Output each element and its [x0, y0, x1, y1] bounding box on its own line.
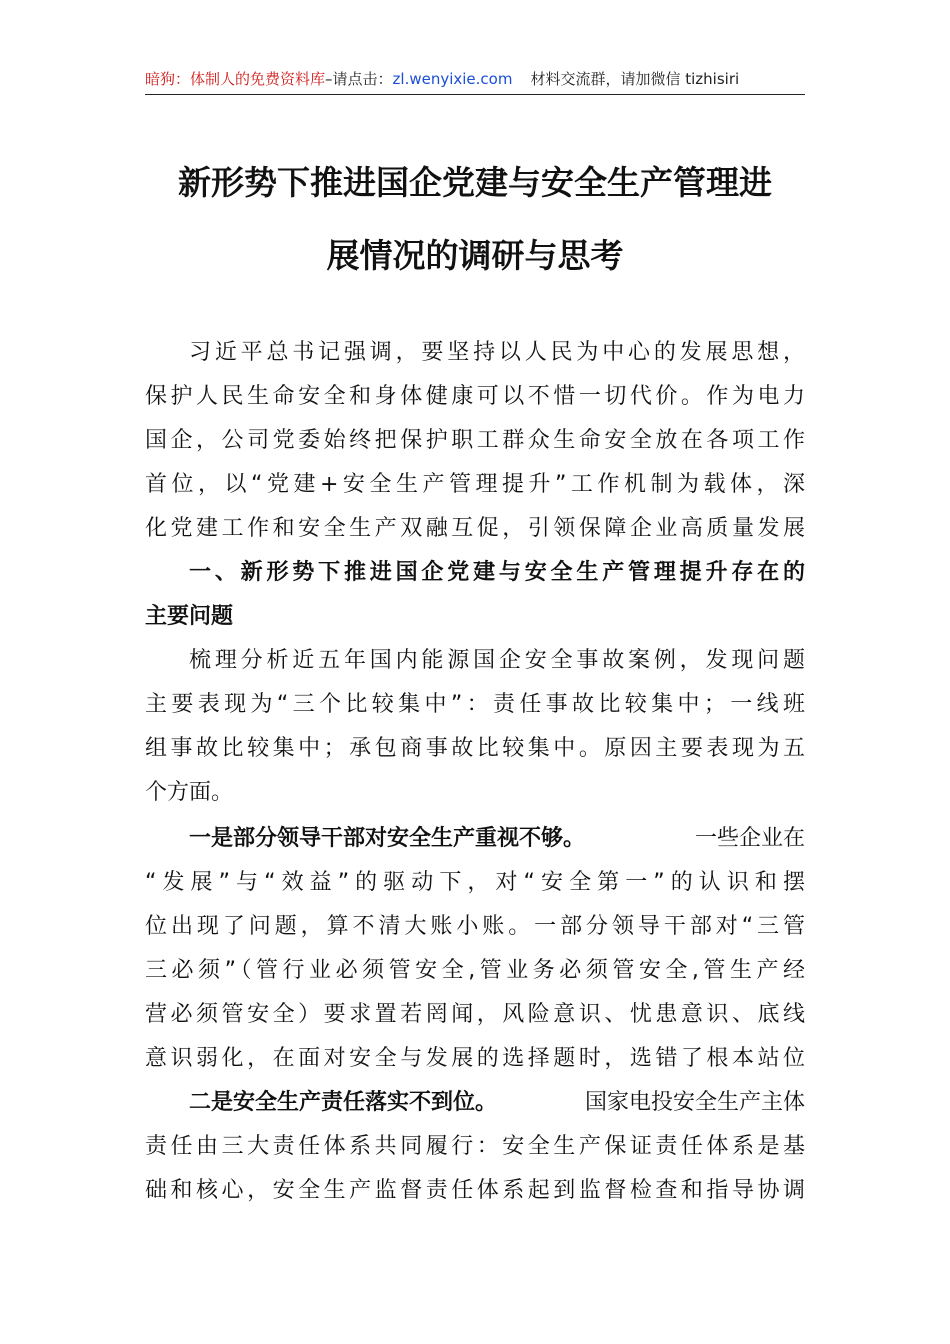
- paragraph-3-line-4: 三必须”（管行业必须管安全,管业务必须管安全,管生产经: [145, 958, 805, 983]
- paragraph-4-line-1-rest: 国家电投安全生产主体: [584, 1090, 805, 1115]
- paragraph-3-line-1: [145, 822, 805, 856]
- paragraph-3-line-3: 位出现了问题，算不清大账小账。一部分领导干部对“三管: [145, 914, 805, 939]
- paragraph-2-line-1: 梳理分析近五年国内能源国企安全事故案例，发现问题: [189, 648, 805, 673]
- paragraph-3-line-1-rest: 一些企业在: [694, 826, 805, 851]
- header-banner: [145, 64, 805, 95]
- header-url-link[interactable]: zl.wenyixie.com: [392, 70, 513, 88]
- paragraph-4-line-1: [145, 1086, 805, 1120]
- paragraph-4-lead: 二是安全生产责任落实不到位。: [189, 1090, 498, 1115]
- title-line-1: 新形势下推进国企党建与安全生产管理进: [178, 163, 772, 202]
- paragraph-1-line-1: 习近平总书记强调，要坚持以人民为中心的发展思想，: [189, 340, 805, 365]
- paragraph-1-line-3: 国企，公司党委始终把保护职工群众生命安全放在各项工作: [145, 428, 805, 453]
- header-prompt: –请点击：: [325, 70, 393, 88]
- header-contact: 材料交流群，请加微信 tizhisiri: [530, 70, 740, 88]
- paragraph-3-line-6: 意识弱化，在面对安全与发展的选择题时，选错了根本站位: [145, 1046, 805, 1071]
- paragraph-2-line-4: 个方面。: [145, 780, 234, 805]
- paragraph-3-line-2: “发展”与“效益”的驱动下，对“安全第一”的认识和摆: [145, 870, 805, 895]
- paragraph-4-line-2: 责任由三大责任体系共同履行：安全生产保证责任体系是基: [145, 1134, 805, 1159]
- paragraph-3-line-5: 营必须管安全）要求置若罔闻，风险意识、忧患意识、底线: [145, 1002, 805, 1027]
- paragraph-1-line-2: 保护人民生命安全和身体健康可以不惜一切代价。作为电力: [145, 384, 805, 409]
- paragraph-3-lead: 一是部分领导干部对安全生产重视不够。: [189, 826, 586, 851]
- header-brand: 暗狗：体制人的免费资料库: [145, 70, 326, 88]
- paragraph-2-line-3: 组事故比较集中；承包商事故比较集中。原因主要表现为五: [145, 736, 805, 761]
- section-heading-1-line-2: 主要问题: [145, 604, 234, 629]
- paragraph-1-line-4: 首位，以“党建+安全生产管理提升”工作机制为载体，深: [145, 472, 805, 497]
- paragraph-1-line-5: 化党建工作和安全生产双融互促，引领保障企业高质量发展: [145, 516, 805, 541]
- section-heading-1-line-1: 一、新形势下推进国企党建与安全生产管理提升存在的: [189, 560, 805, 585]
- paragraph-2-line-2: 主要表现为“三个比较集中”：责任事故比较集中；一线班: [145, 692, 805, 717]
- title-line-2: 展情况的调研与思考: [326, 236, 624, 275]
- paragraph-4-line-3: 础和核心，安全生产监督责任体系起到监督检查和指导协调: [145, 1178, 805, 1203]
